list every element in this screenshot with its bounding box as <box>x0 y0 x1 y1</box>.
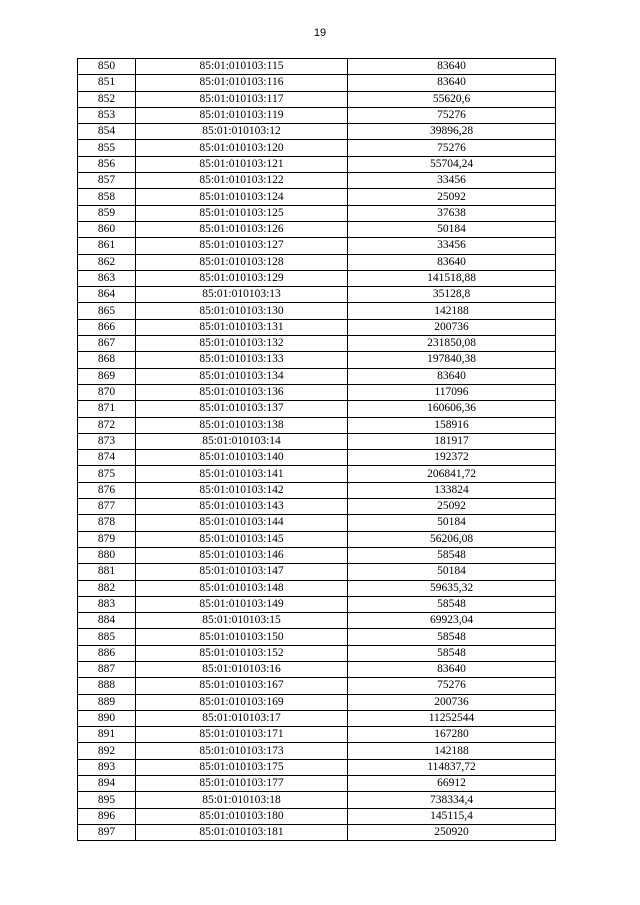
row-number-cell: 887 <box>78 661 136 677</box>
row-number-cell: 863 <box>78 270 136 286</box>
table-row <box>78 173 556 189</box>
table-row <box>78 580 556 596</box>
cadastral-number-cell: 85:01:010103:17 <box>136 710 348 726</box>
value-cell: 167280 <box>348 727 556 743</box>
cadastral-number-cell: 85:01:010103:126 <box>136 221 348 237</box>
value-cell: 83640 <box>348 368 556 384</box>
table-row <box>78 531 556 547</box>
cadastral-number-cell: 85:01:010103:134 <box>136 368 348 384</box>
page-number: 19 <box>313 27 327 39</box>
row-number-cell: 873 <box>78 433 136 449</box>
table-row <box>78 824 556 840</box>
value-cell: 75276 <box>348 107 556 123</box>
row-number-cell: 867 <box>78 336 136 352</box>
value-cell: 39896,28 <box>348 124 556 140</box>
row-number-cell: 897 <box>78 824 136 840</box>
value-cell: 133824 <box>348 482 556 498</box>
table-row <box>78 287 556 303</box>
table-row <box>78 482 556 498</box>
row-number-cell: 875 <box>78 466 136 482</box>
row-number-cell: 851 <box>78 75 136 91</box>
value-cell: 37638 <box>348 205 556 221</box>
cadastral-number-cell: 85:01:010103:121 <box>136 156 348 172</box>
cadastral-number-cell: 85:01:010103:152 <box>136 645 348 661</box>
value-cell: 58548 <box>348 645 556 661</box>
row-number-cell: 885 <box>78 629 136 645</box>
value-cell: 55704,24 <box>348 156 556 172</box>
cadastral-number-cell: 85:01:010103:128 <box>136 254 348 270</box>
value-cell: 58548 <box>348 596 556 612</box>
table-row <box>78 319 556 335</box>
row-number-cell: 889 <box>78 694 136 710</box>
value-cell: 33456 <box>348 173 556 189</box>
row-number-cell: 893 <box>78 759 136 775</box>
cadastral-number-cell: 85:01:010103:146 <box>136 547 348 563</box>
row-number-cell: 861 <box>78 238 136 254</box>
cadastral-number-cell: 85:01:010103:144 <box>136 515 348 531</box>
row-number-cell: 853 <box>78 107 136 123</box>
row-number-cell: 865 <box>78 303 136 319</box>
cadastral-number-cell: 85:01:010103:13 <box>136 287 348 303</box>
table-row <box>78 499 556 515</box>
value-cell: 200736 <box>348 694 556 710</box>
cadastral-number-cell: 85:01:010103:132 <box>136 336 348 352</box>
row-number-cell: 883 <box>78 596 136 612</box>
row-number-cell: 872 <box>78 417 136 433</box>
row-number-cell: 860 <box>78 221 136 237</box>
value-cell: 58548 <box>348 547 556 563</box>
row-number-cell: 882 <box>78 580 136 596</box>
value-cell: 231850,08 <box>348 336 556 352</box>
value-cell: 181917 <box>348 433 556 449</box>
table-row <box>78 303 556 319</box>
table-row <box>78 124 556 140</box>
value-cell: 197840,38 <box>348 352 556 368</box>
row-number-cell: 874 <box>78 450 136 466</box>
cadastral-number-cell: 85:01:010103:14 <box>136 433 348 449</box>
row-number-cell: 859 <box>78 205 136 221</box>
table-row <box>78 270 556 286</box>
row-number-cell: 884 <box>78 613 136 629</box>
table-row <box>78 401 556 417</box>
value-cell: 25092 <box>348 499 556 515</box>
row-number-cell: 876 <box>78 482 136 498</box>
value-cell: 66912 <box>348 776 556 792</box>
row-number-cell: 864 <box>78 287 136 303</box>
value-cell: 69923,04 <box>348 613 556 629</box>
cadastral-number-cell: 85:01:010103:125 <box>136 205 348 221</box>
cadastral-number-cell: 85:01:010103:180 <box>136 808 348 824</box>
table-row <box>78 140 556 156</box>
value-cell: 75276 <box>348 678 556 694</box>
value-cell: 141518,88 <box>348 270 556 286</box>
data-table <box>77 58 556 841</box>
cadastral-number-cell: 85:01:010103:149 <box>136 596 348 612</box>
cadastral-number-cell: 85:01:010103:140 <box>136 450 348 466</box>
row-number-cell: 852 <box>78 91 136 107</box>
table-row <box>78 254 556 270</box>
cadastral-number-cell: 85:01:010103:169 <box>136 694 348 710</box>
table-row <box>78 759 556 775</box>
cadastral-number-cell: 85:01:010103:131 <box>136 319 348 335</box>
value-cell: 738334,4 <box>348 792 556 808</box>
cadastral-number-cell: 85:01:010103:127 <box>136 238 348 254</box>
cadastral-number-cell: 85:01:010103:120 <box>136 140 348 156</box>
table-row <box>78 661 556 677</box>
cadastral-number-cell: 85:01:010103:147 <box>136 564 348 580</box>
cadastral-number-cell: 85:01:010103:129 <box>136 270 348 286</box>
value-cell: 50184 <box>348 221 556 237</box>
table-row <box>78 792 556 808</box>
table-row <box>78 727 556 743</box>
value-cell: 35128,8 <box>348 287 556 303</box>
cadastral-number-cell: 85:01:010103:167 <box>136 678 348 694</box>
cadastral-number-cell: 85:01:010103:150 <box>136 629 348 645</box>
table-row <box>78 629 556 645</box>
table-row <box>78 59 556 75</box>
table-row <box>78 710 556 726</box>
table-row <box>78 694 556 710</box>
cadastral-number-cell: 85:01:010103:142 <box>136 482 348 498</box>
value-cell: 206841,72 <box>348 466 556 482</box>
row-number-cell: 862 <box>78 254 136 270</box>
cadastral-number-cell: 85:01:010103:12 <box>136 124 348 140</box>
row-number-cell: 878 <box>78 515 136 531</box>
row-number-cell: 856 <box>78 156 136 172</box>
cadastral-number-cell: 85:01:010103:122 <box>136 173 348 189</box>
row-number-cell: 868 <box>78 352 136 368</box>
row-number-cell: 850 <box>78 59 136 75</box>
row-number-cell: 892 <box>78 743 136 759</box>
row-number-cell: 871 <box>78 401 136 417</box>
table-row <box>78 596 556 612</box>
row-number-cell: 857 <box>78 173 136 189</box>
table-row <box>78 384 556 400</box>
table-row <box>78 91 556 107</box>
table-row <box>78 433 556 449</box>
cadastral-number-cell: 85:01:010103:116 <box>136 75 348 91</box>
value-cell: 200736 <box>348 319 556 335</box>
row-number-cell: 881 <box>78 564 136 580</box>
cadastral-number-cell: 85:01:010103:18 <box>136 792 348 808</box>
table-row <box>78 75 556 91</box>
table-row <box>78 336 556 352</box>
table-row <box>78 466 556 482</box>
value-cell: 117096 <box>348 384 556 400</box>
row-number-cell: 855 <box>78 140 136 156</box>
cadastral-number-cell: 85:01:010103:124 <box>136 189 348 205</box>
cadastral-number-cell: 85:01:010103:138 <box>136 417 348 433</box>
value-cell: 192372 <box>348 450 556 466</box>
value-cell: 75276 <box>348 140 556 156</box>
value-cell: 158916 <box>348 417 556 433</box>
cadastral-number-cell: 85:01:010103:119 <box>136 107 348 123</box>
cadastral-number-cell: 85:01:010103:145 <box>136 531 348 547</box>
row-number-cell: 886 <box>78 645 136 661</box>
value-cell: 50184 <box>348 515 556 531</box>
row-number-cell: 870 <box>78 384 136 400</box>
cadastral-number-cell: 85:01:010103:173 <box>136 743 348 759</box>
value-cell: 58548 <box>348 629 556 645</box>
cadastral-number-cell: 85:01:010103:15 <box>136 613 348 629</box>
row-number-cell: 888 <box>78 678 136 694</box>
row-number-cell: 894 <box>78 776 136 792</box>
cadastral-number-cell: 85:01:010103:16 <box>136 661 348 677</box>
value-cell: 114837,72 <box>348 759 556 775</box>
table-row <box>78 156 556 172</box>
value-cell: 59635,32 <box>348 580 556 596</box>
row-number-cell: 880 <box>78 547 136 563</box>
table-row <box>78 352 556 368</box>
value-cell: 11252544 <box>348 710 556 726</box>
table-row <box>78 238 556 254</box>
table-row <box>78 450 556 466</box>
row-number-cell: 891 <box>78 727 136 743</box>
row-number-cell: 877 <box>78 499 136 515</box>
row-number-cell: 869 <box>78 368 136 384</box>
row-number-cell: 895 <box>78 792 136 808</box>
cadastral-number-cell: 85:01:010103:117 <box>136 91 348 107</box>
cadastral-number-cell: 85:01:010103:137 <box>136 401 348 417</box>
table-row <box>78 678 556 694</box>
value-cell: 50184 <box>348 564 556 580</box>
row-number-cell: 890 <box>78 710 136 726</box>
cadastral-number-cell: 85:01:010103:130 <box>136 303 348 319</box>
value-cell: 250920 <box>348 824 556 840</box>
value-cell: 55620,6 <box>348 91 556 107</box>
table-row <box>78 417 556 433</box>
table-row <box>78 515 556 531</box>
table-body <box>78 59 556 841</box>
table-row <box>78 564 556 580</box>
table-row <box>78 368 556 384</box>
table-row <box>78 189 556 205</box>
row-number-cell: 879 <box>78 531 136 547</box>
value-cell: 83640 <box>348 59 556 75</box>
table-row <box>78 613 556 629</box>
table-row <box>78 107 556 123</box>
value-cell: 83640 <box>348 75 556 91</box>
table-row <box>78 645 556 661</box>
value-cell: 56206,08 <box>348 531 556 547</box>
cadastral-number-cell: 85:01:010103:136 <box>136 384 348 400</box>
value-cell: 145115,4 <box>348 808 556 824</box>
value-cell: 83640 <box>348 254 556 270</box>
table-row <box>78 776 556 792</box>
value-cell: 142188 <box>348 743 556 759</box>
cadastral-number-cell: 85:01:010103:175 <box>136 759 348 775</box>
row-number-cell: 896 <box>78 808 136 824</box>
table-row <box>78 743 556 759</box>
row-number-cell: 858 <box>78 189 136 205</box>
cadastral-number-cell: 85:01:010103:181 <box>136 824 348 840</box>
row-number-cell: 866 <box>78 319 136 335</box>
cadastral-number-cell: 85:01:010103:177 <box>136 776 348 792</box>
table-row <box>78 221 556 237</box>
cadastral-number-cell: 85:01:010103:143 <box>136 499 348 515</box>
cadastral-number-cell: 85:01:010103:141 <box>136 466 348 482</box>
value-cell: 25092 <box>348 189 556 205</box>
cadastral-number-cell: 85:01:010103:133 <box>136 352 348 368</box>
value-cell: 33456 <box>348 238 556 254</box>
cadastral-number-cell: 85:01:010103:148 <box>136 580 348 596</box>
cadastral-number-cell: 85:01:010103:171 <box>136 727 348 743</box>
table-row <box>78 547 556 563</box>
value-cell: 142188 <box>348 303 556 319</box>
value-cell: 160606,36 <box>348 401 556 417</box>
table-row <box>78 205 556 221</box>
table-row <box>78 808 556 824</box>
row-number-cell: 854 <box>78 124 136 140</box>
cadastral-number-cell: 85:01:010103:115 <box>136 59 348 75</box>
value-cell: 83640 <box>348 661 556 677</box>
